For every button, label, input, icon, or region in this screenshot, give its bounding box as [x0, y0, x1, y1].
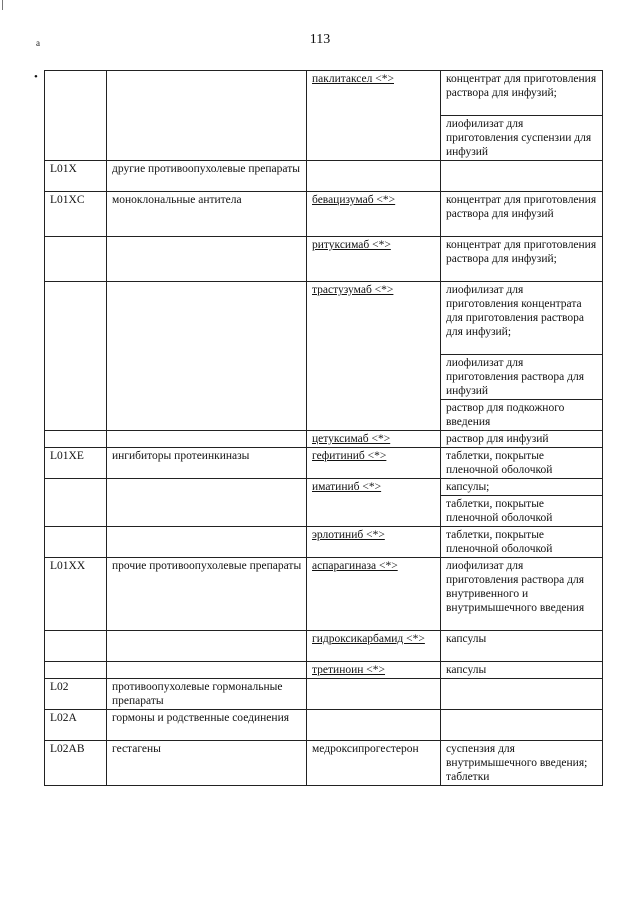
table-row — [45, 679, 603, 710]
group-cell: другие противоопухолевые препараты — [107, 161, 307, 192]
dosage-form-cell: лиофилизат для приготовления раствора для инфузий — [441, 355, 603, 400]
atc-code-cell — [45, 237, 107, 282]
table-row — [45, 479, 603, 496]
table-row — [45, 662, 603, 679]
dosage-form-cell: концентрат для приготовления раствора для инфузий — [441, 192, 603, 237]
atc-code-cell — [45, 662, 107, 679]
table-row — [45, 558, 603, 631]
atc-code-cell — [45, 282, 107, 431]
table-row — [45, 192, 603, 237]
atc-code-cell: L02 — [45, 679, 107, 710]
dosage-form-cell: лиофилизат для приготовления суспензии для инфузий — [441, 116, 603, 161]
table-row — [45, 710, 603, 741]
dosage-form-cell: таблетки, покрытые пленочной оболочкой — [441, 496, 603, 527]
table-row — [45, 161, 603, 192]
dosage-form-cell — [441, 710, 603, 741]
atc-code-cell — [45, 71, 107, 161]
group-cell — [107, 237, 307, 282]
dosage-form-cell — [441, 161, 603, 192]
table-row — [45, 237, 603, 282]
group-cell — [107, 71, 307, 161]
group-cell: гестагены — [107, 741, 307, 786]
atc-code-cell: L01XX — [45, 558, 107, 631]
group-cell — [107, 527, 307, 558]
atc-code-cell: L02A — [45, 710, 107, 741]
drug-table — [44, 70, 603, 786]
drug-name-cell — [307, 161, 441, 192]
drug-name-cell: третиноин <*> — [307, 662, 441, 679]
drug-name-cell: паклитаксел <*> — [307, 71, 441, 161]
dosage-form-cell: лиофилизат для приготовления раствора для внутривенного и внутримышечного введения — [441, 558, 603, 631]
drug-name-cell: гидроксикарбамид <*> — [307, 631, 441, 662]
atc-code-cell: L01X — [45, 161, 107, 192]
table-row — [45, 631, 603, 662]
table-row — [45, 282, 603, 355]
drug-name-cell: аспарагиназа <*> — [307, 558, 441, 631]
table-row — [45, 448, 603, 479]
table-row — [45, 431, 603, 448]
scan-edge-line — [2, 0, 3, 10]
atc-code-cell — [45, 527, 107, 558]
group-cell — [107, 479, 307, 527]
table-row — [45, 527, 603, 558]
group-cell: гормоны и родственные соединения — [107, 710, 307, 741]
drug-name-cell: гефитиниб <*> — [307, 448, 441, 479]
drug-name-cell: трастузумаб <*> — [307, 282, 441, 431]
dosage-form-cell: концентрат для приготовления раствора для инфузий; — [441, 237, 603, 282]
group-cell — [107, 631, 307, 662]
drug-name-cell: медроксипрогестерон — [307, 741, 441, 786]
bullet-mark: • — [34, 71, 38, 83]
dosage-form-cell — [441, 679, 603, 710]
drug-name-cell: бевацизумаб <*> — [307, 192, 441, 237]
atc-code-cell: L01XC — [45, 192, 107, 237]
dosage-form-cell: капсулы — [441, 662, 603, 679]
table-row — [45, 71, 603, 116]
group-cell — [107, 662, 307, 679]
dosage-form-cell: раствор для подкожного введения — [441, 400, 603, 431]
group-cell — [107, 431, 307, 448]
drug-name-cell: ритуксимаб <*> — [307, 237, 441, 282]
page-number: 113 — [309, 32, 331, 47]
atc-code-cell — [45, 431, 107, 448]
atc-code-cell — [45, 479, 107, 527]
group-cell: ингибиторы протеинкиназы — [107, 448, 307, 479]
dosage-form-cell: концентрат для приготовления раствора для инфузий; — [441, 71, 603, 116]
group-cell: моноклональные антитела — [107, 192, 307, 237]
drug-name-cell: иматиниб <*> — [307, 479, 441, 527]
drug-name-cell: цетуксимаб <*> — [307, 431, 441, 448]
dosage-form-cell: таблетки, покрытые пленочной оболочкой — [441, 527, 603, 558]
dosage-form-cell: суспензия для внутримышечного введения; таблетки — [441, 741, 603, 786]
table-row — [45, 741, 603, 786]
drug-name-cell — [307, 710, 441, 741]
atc-code-cell: L01XE — [45, 448, 107, 479]
drug-name-cell — [307, 679, 441, 710]
group-cell: прочие противоопухолевые препараты — [107, 558, 307, 631]
atc-code-cell: L02AB — [45, 741, 107, 786]
group-cell — [107, 282, 307, 431]
dosage-form-cell: раствор для инфузий — [441, 431, 603, 448]
drug-name-cell: эрлотиниб <*> — [307, 527, 441, 558]
dosage-form-cell: лиофилизат для приготовления концентрата для приготовления раствора для инфузий; — [441, 282, 603, 355]
atc-code-cell — [45, 631, 107, 662]
dosage-form-cell: таблетки, покрытые пленочной оболочкой — [441, 448, 603, 479]
corner-mark: a — [36, 38, 40, 48]
group-cell: противоопухолевые гормональные препараты — [107, 679, 307, 710]
dosage-form-cell: капсулы — [441, 631, 603, 662]
dosage-form-cell: капсулы; — [441, 479, 603, 496]
